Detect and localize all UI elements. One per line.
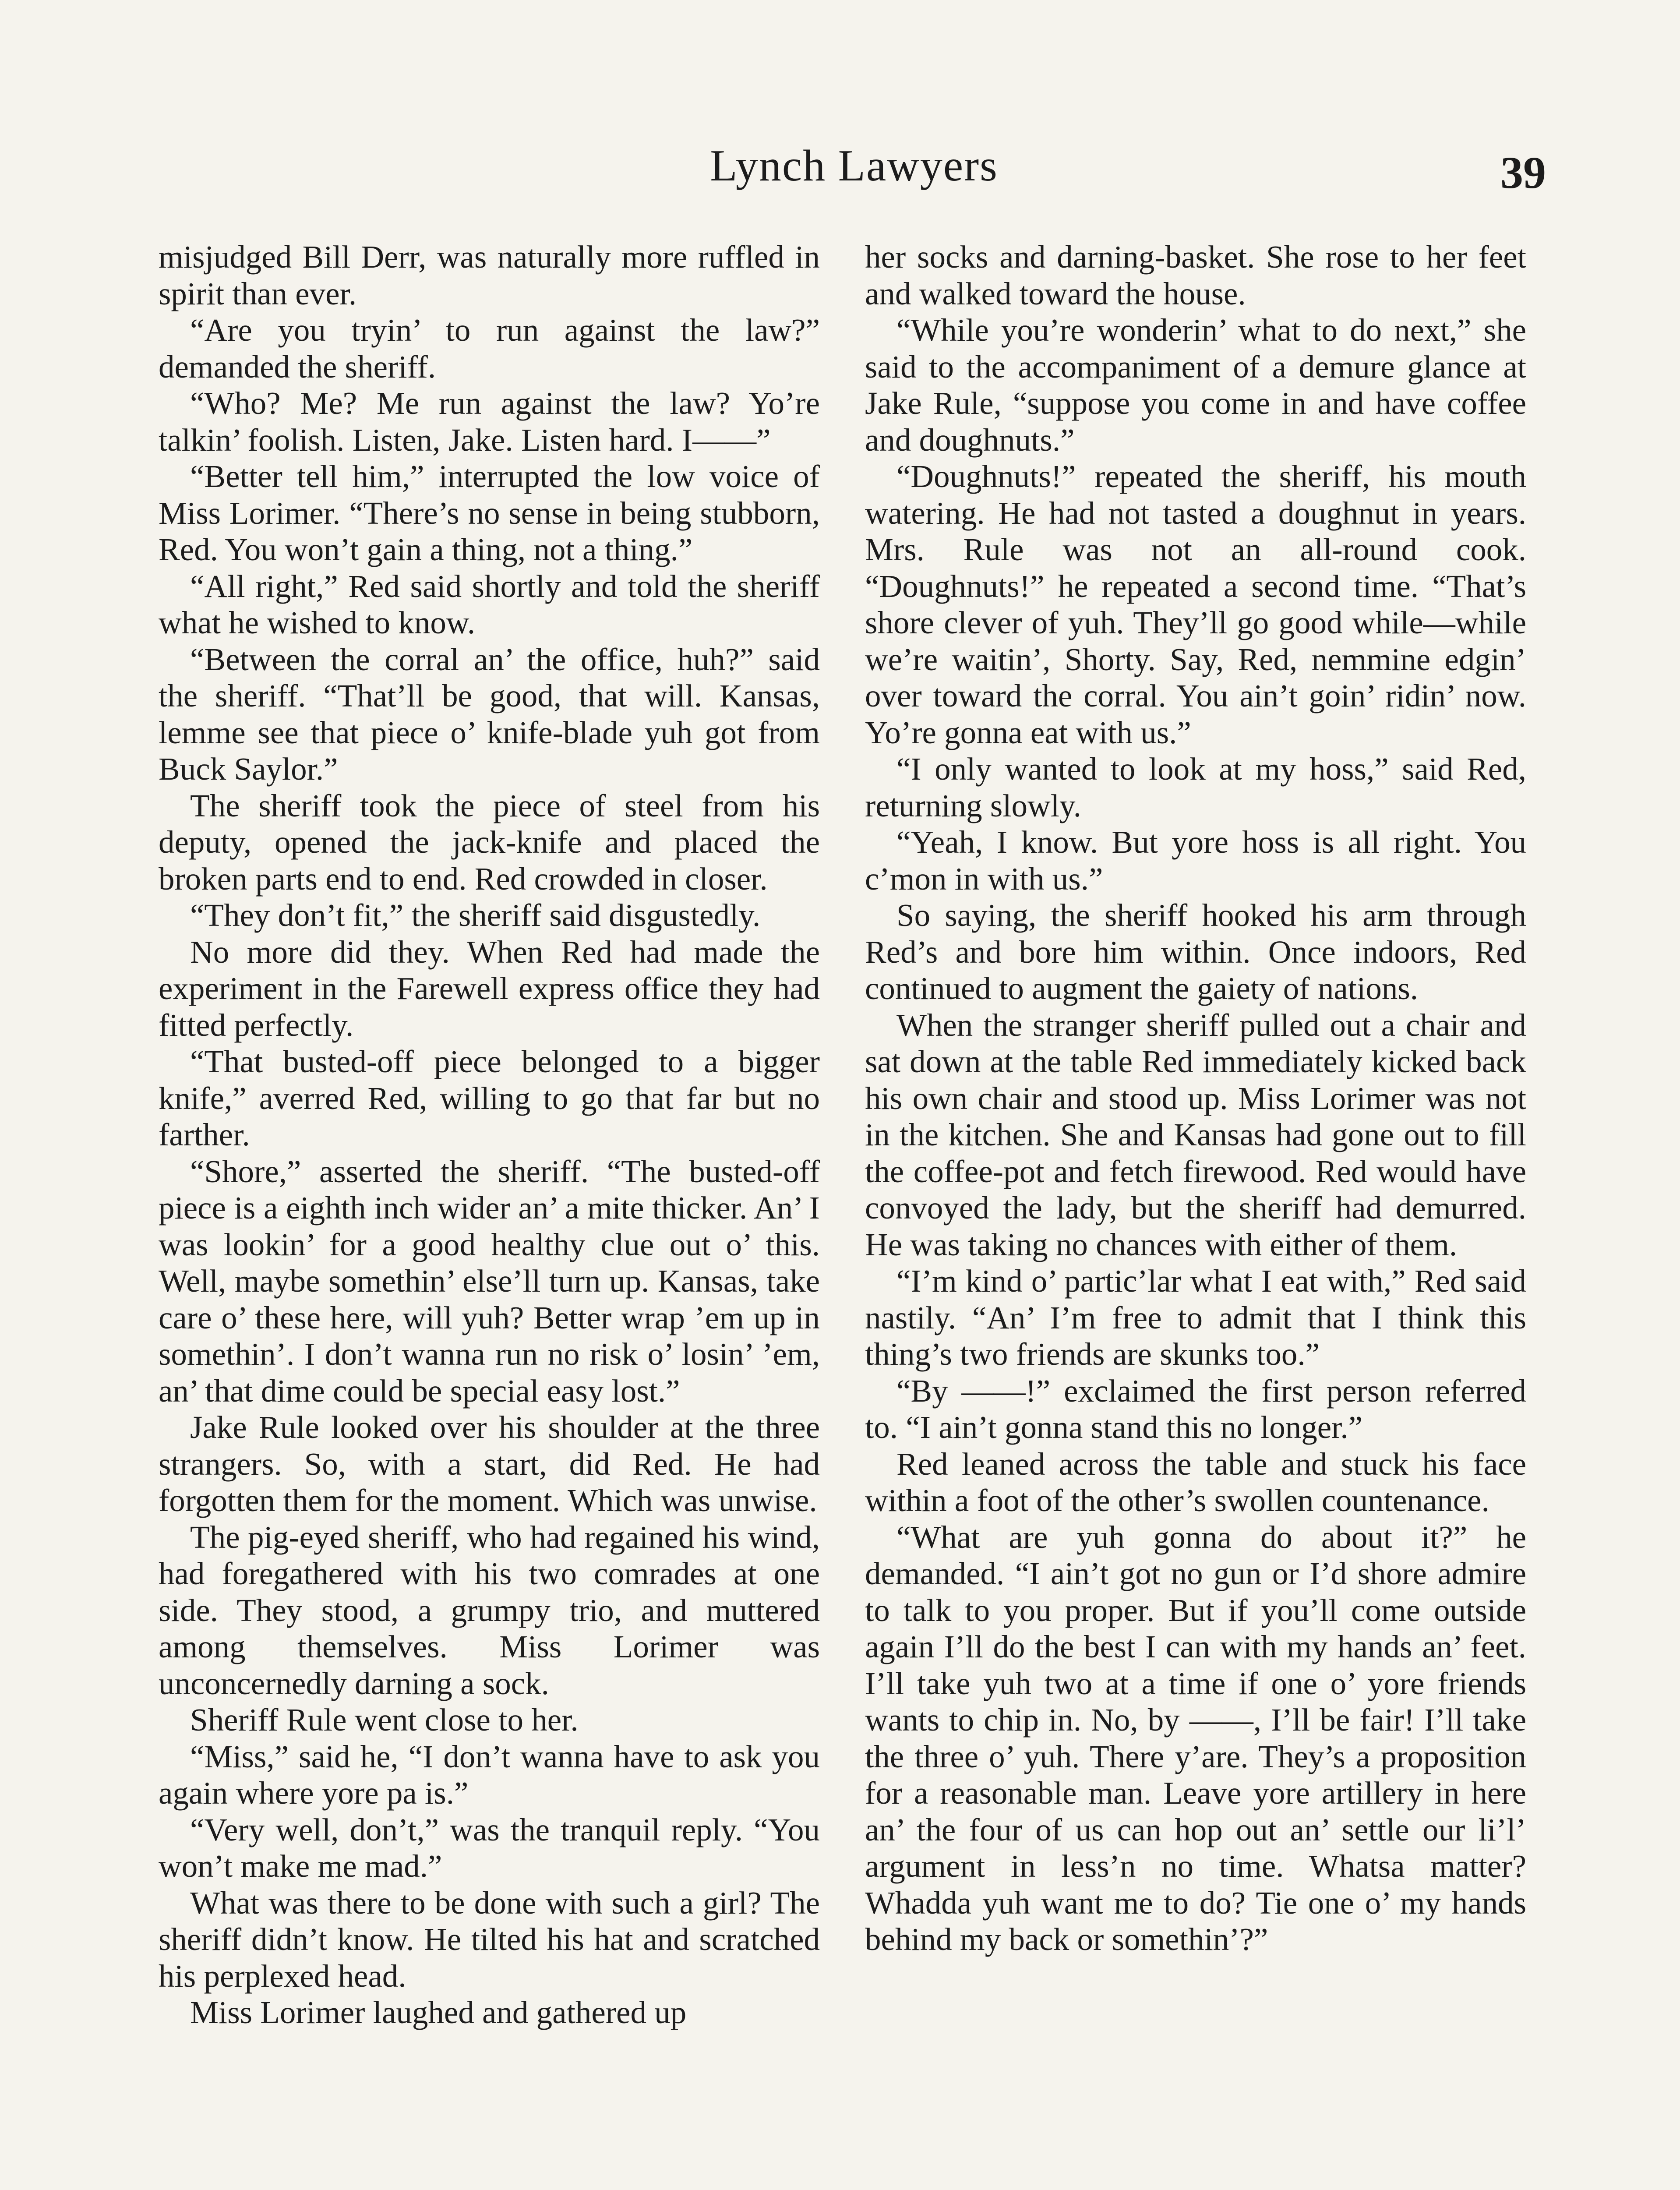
paragraph: misjudged Bill Derr, was naturally more ruffled in spirit than ever.: [159, 239, 820, 311]
paragraph: “That busted-off piece belonged to a bigger knife,” averred Red, willing to go that far but no farther.: [159, 1044, 820, 1152]
paragraph: “Between the corral an’ the office, huh?” said the sheriff. “That’ll be good, that will. Kansas, lemme see that piece o’ knife-blade yuh got from Buck Saylor.”: [159, 641, 820, 787]
paragraph: “I only wanted to look at my hoss,” said Red, returning slowly.: [865, 751, 1526, 823]
running-title: Lynch Lawyers: [710, 141, 998, 191]
paragraph: “Are you tryin’ to run against the law?” demanded the sheriff.: [159, 312, 820, 385]
paragraph: Sheriff Rule went close to her.: [190, 1702, 579, 1738]
left-text-column: [159, 239, 820, 2031]
paragraph: When the stranger sheriff pulled out a chair and sat down at the table Red immediately kicked back his own chair and stood up. Miss Lorimer was not in the kitchen. She and Kansas had gone out to fill the coffee-pot and fetch firewood. Red would have convoyed the lady, but the sheriff had demurred. He was taking no chances with either of them.: [865, 1007, 1526, 1262]
paragraph: “Yeah, I know. But yore hoss is all right. You c’mon in with us.”: [865, 824, 1526, 897]
paragraph: What was there to be done with such a girl? The sheriff didn’t know. He tilted his hat and scratched his perplexed head.: [159, 1885, 820, 1994]
paragraph: “They don’t fit,” the sheriff said disgustedly.: [190, 897, 761, 933]
paragraph: Red leaned across the table and stuck his face within a foot of the other’s swollen countenance.: [865, 1446, 1526, 1518]
paragraph: Jake Rule looked over his shoulder at the three strangers. So, with a start, did Red. He had forgotten them for the moment. Which was unwise.: [159, 1409, 820, 1518]
paragraph: The sheriff took the piece of steel from his deputy, opened the jack-knife and placed the broken parts end to end. Red crowded in closer.: [159, 788, 820, 897]
paragraph: “All right,” Red said shortly and told the sheriff what he wished to know.: [159, 568, 820, 640]
paragraph: “Doughnuts!” repeated the sheriff, his mouth watering. He had not tasted a doughnut in years. Mrs. Rule was not an all-round cook. “Doughnuts!” he repeated a second time. “That’s shore clever of yuh. They’ll go good while—while we’re waitin’, Shorty. Say, Red, nemmine edgin’ over toward the corral. You ain’t goin’ ridin’ now. Yo’re gonna eat with us.”: [865, 459, 1526, 750]
paragraph: “I’m kind o’ partic’lar what I eat with,” Red said nastily. “An’ I’m free to admit that I think this thing’s two friends are skunks too.”: [865, 1263, 1526, 1372]
paragraph: “By ——!” exclaimed the first person referred to. “I ain’t gonna stand this no longer.”: [865, 1373, 1526, 1445]
paragraph: her socks and darning-basket. She rose to her feet and walked toward the house.: [865, 239, 1526, 311]
paragraph: So saying, the sheriff hooked his arm through Red’s and bore him within. Once indoors, Red continued to augment the gaiety of nations.: [865, 897, 1526, 1006]
paragraph: Miss Lorimer laughed and gathered up: [190, 1995, 687, 2030]
page-number: 39: [1500, 148, 1546, 198]
paragraph: “Very well, don’t,” was the tranquil reply. “You won’t make me mad.”: [159, 1812, 820, 1884]
paragraph: “Shore,” asserted the sheriff. “The busted-off piece is a eighth inch wider an’ a mite thicker. An’ I was lookin’ for a good healthy clue out o’ this. Well, maybe somethin’ else’ll turn up. Kansas, take care o’ these here, will yuh? Better wrap ’em up in somethin’. I don’t wanna run no risk o’ losin’ ’em, an’ that dime could be special easy lost.”: [159, 1153, 820, 1409]
paragraph: “What are yuh gonna do about it?” he demanded. “I ain’t got no gun or I’d shore admire to talk to you proper. But if you’ll come outside again I’ll do the best I can with my hands an’ feet. I’ll take yuh two at a time if one o’ yore friends wants to chip in. No, by ——, I’ll be fair! I’ll take the three o’ yuh. There y’are. They’s a proposition for a reasonable man. Leave yore artillery in here an’ the four of us can hop out an’ settle our li’l’ argument in less’n no time. Whatsa matter? Whadda yuh want me to do? Tie one o’ my hands behind my back or somethin’?”: [865, 1519, 1526, 1957]
paragraph: “Miss,” said he, “I don’t wanna have to ask you again where yore pa is.”: [159, 1738, 820, 1811]
paragraph: No more did they. When Red had made the experiment in the Farewell express office they had fitted perfectly.: [159, 934, 820, 1043]
paragraph: “Who? Me? Me run against the law? Yo’re talkin’ foolish. Listen, Jake. Listen hard. I——”: [159, 385, 820, 458]
paragraph: “Better tell him,” interrupted the low voice of Miss Lorimer. “There’s no sense in being stubborn, Red. You won’t gain a thing, not a thing.”: [159, 459, 820, 567]
right-text-column: [865, 239, 1526, 1958]
paragraph: “While you’re wonderin’ what to do next,” she said to the accompaniment of a demure glance at Jake Rule, “suppose you come in and have coffee and doughnuts.”: [865, 312, 1526, 458]
paragraph: The pig-eyed sheriff, who had regained his wind, had foregathered with his two comrades at one side. They stood, a grumpy trio, and muttered among themselves. Miss Lorimer was unconcernedly darning a sock.: [159, 1519, 820, 1701]
